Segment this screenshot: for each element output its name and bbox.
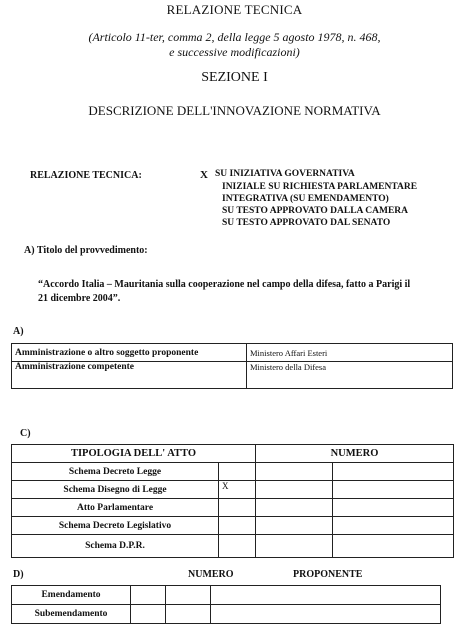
number-cell [333, 499, 454, 517]
table-cell-key: Amministrazione competente [12, 362, 247, 389]
tipologia-cell: Atto Parlamentare [12, 499, 219, 517]
provvedimento-title-line2: 21 dicembre 2004”. [38, 293, 121, 304]
provvedimento-heading: A) Titolo del provvedimento: [24, 245, 148, 256]
mark-cell: X [219, 481, 256, 499]
table-c-label: C) [20, 428, 31, 439]
document-subtitle-line2: e successive modificazioni) [169, 45, 300, 59]
mark-cell [219, 499, 256, 517]
table-row [12, 344, 453, 362]
column-header-proponente: PROPONENTE [293, 569, 363, 580]
column-header-tipologia: TIPOLOGIA DELL' ATTO [12, 445, 256, 463]
number-cell [256, 463, 333, 481]
number-cell [333, 481, 454, 499]
mark-cell [219, 463, 256, 481]
number-cell [256, 481, 333, 499]
number-cell [256, 499, 333, 517]
relazione-label: RELAZIONE TECNICA: [30, 170, 142, 181]
tipologia-cell: Schema Decreto Legislativo [12, 517, 219, 535]
column-header-numero: NUMERO [256, 445, 454, 463]
tipologia-cell: Schema D.P.R. [12, 535, 219, 558]
emendamento-cell: Emendamento [12, 586, 131, 605]
number-cell [333, 535, 454, 558]
relazione-checkmark: X [200, 169, 208, 181]
number-cell [256, 517, 333, 535]
table-d-label: D) [13, 569, 24, 580]
document-title: RELAZIONE TECNICA [166, 2, 303, 17]
number-cell [166, 605, 211, 624]
proponent-cell [211, 586, 441, 605]
tipologia-cell: Schema Decreto Legge [12, 463, 219, 481]
mark-cell [219, 517, 256, 535]
section-heading: SEZIONE I [201, 70, 268, 85]
emendamento-cell: Subemendamento [12, 605, 131, 624]
table-row [12, 362, 453, 389]
number-cell [333, 463, 454, 481]
tipologia-cell: Schema Disegno di Legge [12, 481, 219, 499]
table-cell-key: Amministrazione o altro soggetto proponente [12, 344, 247, 362]
administration-table [11, 343, 453, 389]
number-cell [333, 517, 454, 535]
section-description: DESCRIZIONE DELL'INNOVAZIONE NORMATIVA [88, 103, 381, 118]
relazione-option: SU INIZIATIVA GOVERNATIVA [215, 169, 355, 179]
table-header-row [12, 445, 454, 463]
table-row [12, 535, 454, 558]
relazione-option: INIZIALE SU RICHIESTA PARLAMENTARE [222, 182, 418, 192]
mark-cell [219, 535, 256, 558]
number-cell [166, 586, 211, 605]
emendamenti-table [11, 585, 441, 624]
tipologia-atto-table [11, 444, 454, 558]
table-cell-value: Ministero Affari Esteri [247, 344, 453, 362]
relazione-option: INTEGRATIVA (SU EMENDAMENTO) [222, 194, 389, 204]
table-row [12, 517, 454, 535]
table-row [12, 463, 454, 481]
relazione-option: SU TESTO APPROVATO DALLA CAMERA [222, 206, 408, 216]
table-row [12, 605, 441, 624]
column-header-numero-d: NUMERO [188, 569, 234, 580]
table-a-label: A) [13, 326, 24, 337]
document-subtitle-line1: (Articolo 11-ter, comma 2, della legge 5 agosto 1978, n. 468, [88, 30, 381, 44]
table-row [12, 499, 454, 517]
number-cell [131, 605, 166, 624]
proponent-cell [211, 605, 441, 624]
table-row [12, 586, 441, 605]
table-cell-value: Ministero della Difesa [247, 362, 453, 389]
number-cell [256, 535, 333, 558]
relazione-option: SU TESTO APPROVATO DAL SENATO [222, 218, 391, 228]
table-row [12, 481, 454, 499]
number-cell [131, 586, 166, 605]
provvedimento-title-line1: “Accordo Italia – Mauritania sulla cooperazione nel campo della difesa, fatto a Parigi il [38, 279, 411, 290]
